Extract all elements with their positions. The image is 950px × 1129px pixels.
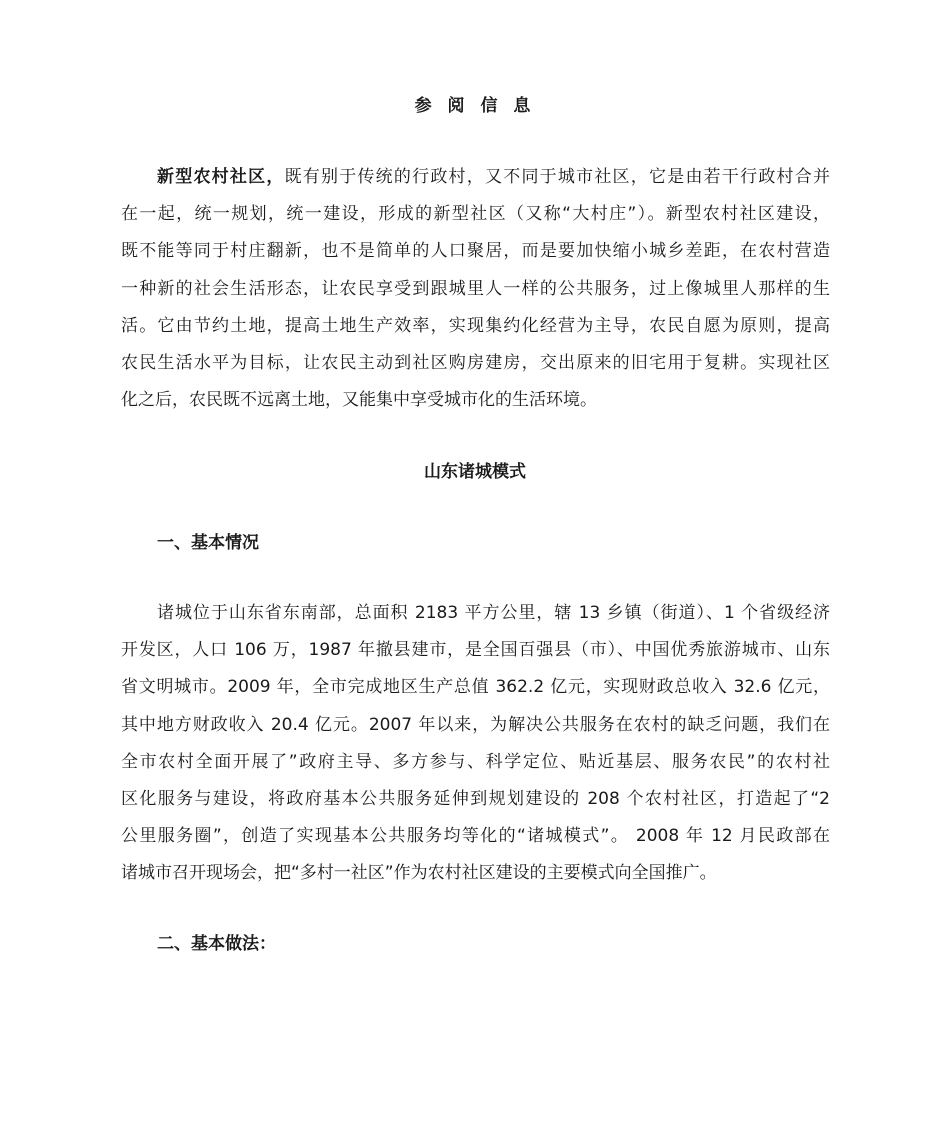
section-1-line-7: 公里服务圈”，创造了实现基本公共服务均等化的“诸城模式”。 2008 年 12 月民政部在 <box>121 826 830 847</box>
intro-line-4: 一种新的社会生活形态，让农民享受到跟城里人一样的公共服务，过上像城里人那样的生 <box>121 278 830 299</box>
intro-line-1 <box>121 159 830 196</box>
intro-line-2: 在一起，统一规划，统一建设，形成的新型社区（又称“大村庄”）。新型农村社区建设， <box>121 204 830 225</box>
intro-line-3: 既不能等同于村庄翻新，也不是简单的人口聚居，而是要加快缩小城乡差距，在农村营造 <box>121 241 830 262</box>
section-1-line-1: 诸城位于山东省东南部，总面积 2183 平方公里，辖 13 乡镇（街道）、1 个省级经济 <box>157 603 830 623</box>
model-title: 山东诸城模式 <box>424 462 526 482</box>
section-1-line-4: 其中地方财政收入 20.4 亿元。2007 年以来，为解决公共服务在农村的缺乏问题，我们在 <box>121 714 830 735</box>
intro-paragraph <box>121 159 830 419</box>
section-1-line-5: 全市农村全面开展了”政府主导、多方参与、科学定位、贴近基层、服务农民”的农村社 <box>121 751 830 772</box>
section-1-line-2: 开发区，人口 106 万，1987 年撤县建市，是全国百强县（市）、中国优秀旅游城市、山东 <box>121 640 830 661</box>
section-2-heading: 二、基本做法： <box>157 934 276 954</box>
intro-lead-term: 新型农村社区， <box>157 167 285 187</box>
section-1-paragraph <box>121 595 830 893</box>
document-title: 参 阅 信 息 <box>414 96 536 116</box>
intro-line-6: 农民生活水平为目标，让农民主动到社区购房建房，交出原来的旧宅用于复耕。实现社区 <box>121 353 830 374</box>
section-1-line-6: 区化服务与建设，将政府基本公共服务延伸到规划建设的 208 个农村社区，打造起了“2 <box>121 789 830 810</box>
section-1-line-8: 诸城市召开现场会，把“多村一社区”作为农村社区建设的主要模式向全国推广。 <box>121 863 717 884</box>
intro-line-1-text: 既有别于传统的行政村，又不同于城市社区，它是由若干行政村合并 <box>284 167 831 187</box>
section-1-line-3: 省文明城市。2009 年，全市完成地区生产总值 362.2 亿元，实现财政总收入 32.6 亿元， <box>121 677 830 698</box>
intro-line-7: 化之后，农民既不远离土地，又能集中享受城市化的生活环境。 <box>121 390 597 411</box>
intro-line-5: 活。它由节约土地，提高土地生产效率，实现集约化经营为主导，农民自愿为原则，提高 <box>121 315 830 336</box>
section-1-heading: 一、基本情况 <box>157 533 259 553</box>
